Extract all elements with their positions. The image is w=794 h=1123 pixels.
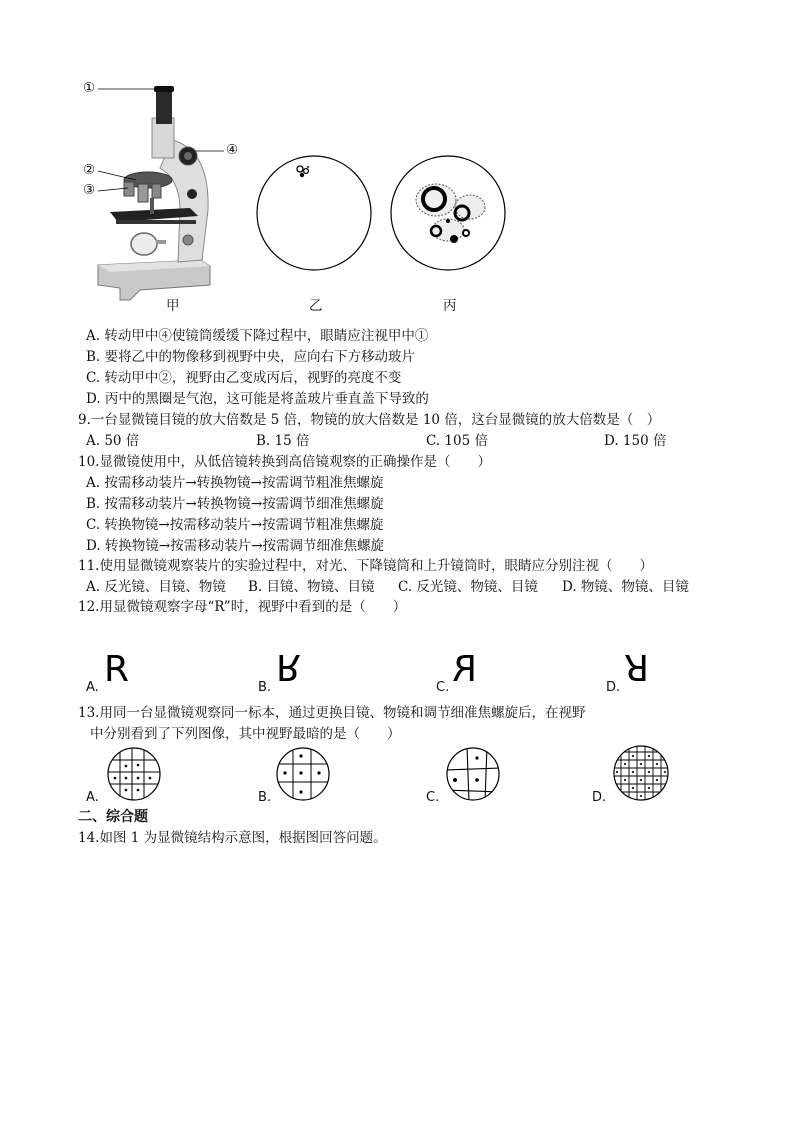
q12-label-c: C. [436,680,450,695]
q9-stem: 9.一台显微镜目镜的放大倍数是 5 倍，物镜的放大倍数是 10 倍，这台显微镜的放大倍数是（ ） [78,412,661,428]
q13-view-c [445,746,501,802]
q13-view-d [612,744,670,802]
q8-option-c: C. 转动甲中②，视野由乙变成丙后，视野的亮度不变 [86,370,402,386]
label-2: ② [83,162,96,178]
q12-letter-d-rotated: R [624,646,650,687]
q13-label-d: D. [592,790,607,805]
q12-label-b: B. [258,680,272,695]
q11-option-d: D. 物镜、物镜、目镜 [562,579,689,595]
q9-option-a: A. 50 倍 [86,433,140,449]
q9-option-b: B. 15 倍 [256,433,310,449]
q13-view-b [275,746,331,802]
caption-yi: 乙 [309,298,323,314]
q12-stem: 12.用显微镜观察字母“R”时，视野中看到的是（ ） [78,599,407,615]
label-1: ① [83,80,96,96]
q12-letter-b-upside-down: R [276,646,302,687]
q8-option-a: A. 转动甲中④使镜筒缓缓下降过程中，眼睛应注视甲中① [86,328,429,344]
q13-view-a [106,746,162,802]
caption-jia: 甲 [166,298,180,314]
q10-stem: 10.显微镜使用中，从低倍镜转换到高倍镜观察的正确操作是（ ） [78,454,491,470]
q10-option-d: D. 转换物镜→按需移动装片→按需调节细准焦螺旋 [86,538,385,554]
q13-label-b: B. [258,790,272,805]
q13-stem-line2: 中分别看到了下列图像，其中视野最暗的是（ ） [90,726,401,742]
q10-option-c: C. 转换物镜→按需移动装片→按需调节粗准焦螺旋 [86,517,384,533]
q12-label-d: D. [606,680,621,695]
q9-option-c: C. 105 倍 [426,433,488,449]
q12-label-a: A. [86,680,99,695]
q11-option-c: C. 反光镜、物镜、目镜 [398,579,538,595]
label-3: ③ [83,182,96,198]
q8-option-b: B. 要将乙中的物像移到视野中央，应向右下方移动玻片 [86,349,416,365]
microscope-figure [80,80,250,305]
q9-option-d: D. 150 倍 [604,433,667,449]
q11-option-a: A. 反光镜、目镜、物镜 [86,579,226,595]
q14-stem: 14.如图 1 为显微镜结构示意图，根据图回答问题。 [78,830,387,846]
q11-option-b: B. 目镜、物镜、目镜 [248,579,375,595]
q10-option-b: B. 按需移动装片→转换物镜→按需调节细准焦螺旋 [86,496,384,512]
field-view-yi [256,155,376,275]
q10-option-a: A. 按需移动装片→转换物镜→按需调节粗准焦螺旋 [86,475,384,491]
q13-label-a: A. [86,790,99,805]
q8-option-d: D. 丙中的黑圈是气泡，这可能是将盖玻片垂直盖下导致的 [86,391,429,407]
q12-letter-c-mirrored: R [452,649,478,690]
q13-stem-line1: 13.用同一台显微镜观察同一标本，通过更换目镜、物镜和调节细准焦螺旋后，在视野 [78,705,586,721]
label-4: ④ [226,142,239,158]
q11-stem: 11.使用显微镜观察装片的实验过程中，对光、下降镜筒和上升镜筒时，眼睛应分别注视（ ） [78,558,653,574]
q13-label-c: C. [426,790,440,805]
field-view-bing [388,155,508,275]
section-title: 二、综合题 [78,809,148,825]
q12-letter-a: R [104,649,130,690]
caption-bing: 丙 [443,298,457,314]
